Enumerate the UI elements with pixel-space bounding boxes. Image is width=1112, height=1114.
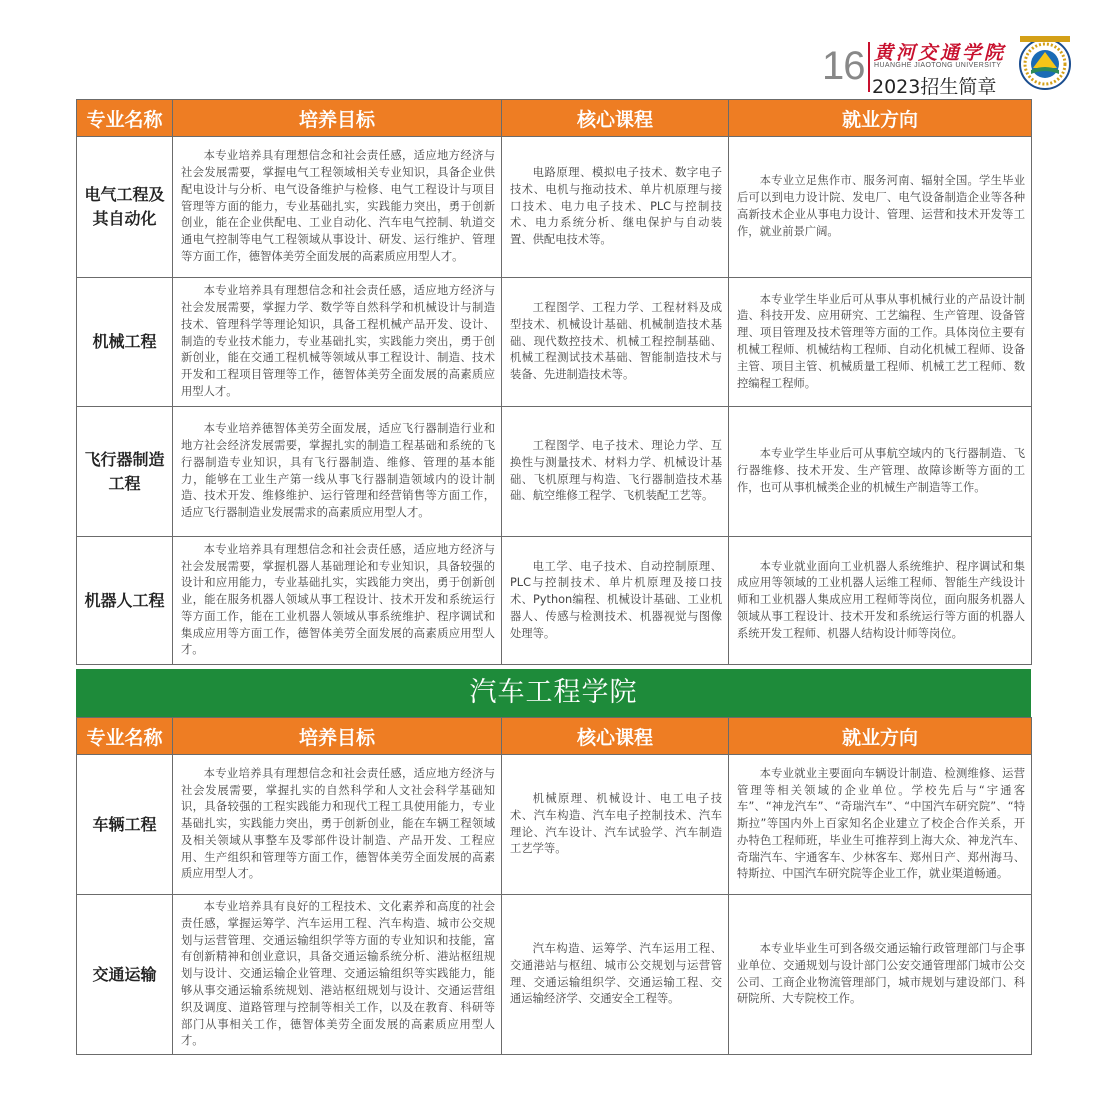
major-career: 本专业就业主要面向车辆设计制造、检测维修、运营管理等相关领域的企业单位。学校先后与“宇通客车”、“神龙汽车”、“奇瑞汽车”、“中国汽车研究院”、“特斯拉”等国内外上百家知名企业建立了校企合作关系，开办特色工程师班，毕业生可推荐到上海大众、神龙汽车、奇瑞汽车、宇通客车、少林客车、郑州日产、郑州海马、特斯拉、中国汽车研究院等企业工作，就业渠道畅通。 xyxy=(729,755,1032,895)
table-header-row xyxy=(77,100,1032,137)
header-major-name: 专业名称 xyxy=(77,100,173,137)
major-career: 本专业学生毕业后可从事航空域内的飞行器制造、飞行器维修、技术开发、生产管理、故障诊断等方面的工作，也可从事机械类企业的机械生产制造等工作。 xyxy=(729,407,1032,537)
major-courses: 汽车构造、运筹学、汽车运用工程、交通港站与枢纽、城市公交规划与运营管理、交通运输组织学、交通运输工程、交通运输经济学、交通安全工程等。 xyxy=(502,895,729,1055)
major-name: 交通运输 xyxy=(77,895,173,1055)
major-goal: 本专业培养德智体美劳全面发展，适应飞行器制造行业和地方社会经济发展需要，掌握扎实的制造工程基础和系统的飞行器制造专业知识，具有飞行器制造、维修、管理的基本能力，能够在工业生产第一线从事飞行器制造领域内的设计制造、技术开发、维修维护、运行管理和经营销售等方面工作，适应飞行器制造业发展需求的高素质应用型人才。 xyxy=(173,407,502,537)
major-goal: 本专业培养具有理想信念和社会责任感，适应地方经济与社会发展需要，掌握力学、数学等自然科学和机械设计与制造技术、管理科学等理论知识，具备工程机械产品开发、设计、制造的专业技术能力，专业基础扎实，实践能力突出，勇于创新创业，能在交通工程机械等领域从事工程设计、制造、技术开发和工程项目管理等工作，德智体美劳全面发展的高素质应用型人才。 xyxy=(173,278,502,407)
major-name: 机器人工程 xyxy=(77,537,173,665)
major-goal: 本专业培养具有理想信念和社会责任感，适应地方经济与社会发展需要，掌握电气工程领域相关专业知识，具备企业供配电设计与分析、电气设备维护与检修、电气工程设计与项目管理等方面的能力，专业基础扎实，实践能力突出，勇于创新创业，能在企业供配电、工业自动化、汽车电气控制、轨道交通电气控制等电气工程领域从事设计、研发、运行维护、管理等方面工作，德智体美劳全面发展的高素质应用型人才。 xyxy=(173,137,502,278)
major-courses: 机械原理、机械设计、电工电子技术、汽车构造、汽车电子控制技术、汽车理论、汽车设计、汽车试验学、汽车制造工艺学等。 xyxy=(502,755,729,895)
university-name-cn: 黄河交通学院 xyxy=(874,42,1007,64)
major-goal: 本专业培养具有良好的工程技术、文化素养和高度的社会责任感，掌握运筹学、汽车运用工程、汽车构造、城市公交规划与运营管理、交通运输组织学等方面的专业知识和技能，富有创新精神和创业意识，具备交通运输系统分析、港站枢纽规划与设计、交通运输企业管理、交通运输组织等实践能力，能够从事交通运输系统规划、港站枢纽规划与设计、交通运营组织及调度、道路管理与控制等相关工作，以及在教育、科研等部门从事相关工作，德智体美劳全面发展的高素质应用型人才。 xyxy=(173,895,502,1055)
header-major-name: 专业名称 xyxy=(77,718,173,755)
major-courses: 电工学、电子技术、自动控制原理、PLC与控制技术、单片机原理及接口技术、Python编程、机械设计基础、工业机器人、传感与检测技术、机器视觉与图像处理等。 xyxy=(502,537,729,665)
major-courses: 工程图学、电子技术、理论力学、互换性与测量技术、材料力学、机械设计基础、飞机原理与构造、飞行器制造技术基础、航空维修工程学、飞机装配工艺等。 xyxy=(502,407,729,537)
page-number: 16 xyxy=(822,44,865,88)
table-header-row xyxy=(77,718,1032,755)
major-courses: 电路原理、模拟电子技术、数字电子技术、电机与拖动技术、单片机原理与接口技术、电力电子技术、PLC与控制技术、电力系统分析、继电保护与自动装置、供配电技术等。 xyxy=(502,137,729,278)
table-row xyxy=(77,755,1032,895)
major-goal: 本专业培养具有理想信念和社会责任感，适应地方经济与社会发展需要，掌握扎实的自然科学和人文社会科学基础知识，具备较强的工程实践能力和现代工程工具使用能力，专业基础扎实，实践能力突出，勇于创新创业，能在车辆工程领域及相关领域从事整车及零部件设计制造、产品开发、工程应用、生产组织和管理等方面工作，德智体美劳全面发展的高素质应用型人才。 xyxy=(173,755,502,895)
major-career: 本专业立足焦作市、服务河南、辐射全国。学生毕业后可以到电力设计院、发电厂、电气设备制造企业等各种高新技术企业从事电力设计、管理、运营和技术开发等工作，就业前景广阔。 xyxy=(729,137,1032,278)
header-divider xyxy=(868,42,870,92)
college-title-banner: 汽车工程学院 xyxy=(76,669,1031,717)
major-name: 电气工程及 其自动化 xyxy=(77,137,173,278)
major-career: 本专业学生毕业后可从事从事机械行业的产品设计制造、科技开发、应用研究、工艺编程、生产管理、设备管理、项目管理及技术管理等方面的工作。具体岗位主要有机械工程师、机械结构工程师、自动化机械工程师、设备主管、项目主管、机械质量工程师、机械工艺工程师、数控编程工程师。 xyxy=(729,278,1032,407)
table-row xyxy=(77,895,1032,1055)
major-goal: 本专业培养具有理想信念和社会责任感，适应地方经济与社会发展需要，掌握机器人基础理论和专业知识，具备较强的设计和应用能力，专业基础扎实，实践能力突出，勇于创新创业，能在服务机器人领域从事工程设计、技术开发和系统运行等方面工作，能在工业机器人领域从事系统维护、程序调试和集成应用等方面工作，德智体美劳全面发展的高素质应用型人才。 xyxy=(173,537,502,665)
header-goal: 培养目标 xyxy=(173,718,502,755)
university-logo-icon xyxy=(1018,34,1072,92)
major-name: 机械工程 xyxy=(77,278,173,407)
header-courses: 核心课程 xyxy=(502,718,729,755)
major-name: 飞行器制造 工程 xyxy=(77,407,173,537)
table-row xyxy=(77,278,1032,407)
major-courses: 工程图学、工程力学、工程材料及成型技术、机械设计基础、机械制造技术基础、现代数控技术、机械工程控制基础、机械工程测试技术基础、智能制造技术与装备、先进制造技术等。 xyxy=(502,278,729,407)
table-row xyxy=(77,537,1032,665)
table-row xyxy=(77,137,1032,278)
university-name-en: HUANGHE JIAOTONG UNIVERSITY xyxy=(874,62,1002,69)
major-career: 本专业毕业生可到各级交通运输行政管理部门与企事业单位、交通规划与设计部门公安交通管理部门城市公交公司、工商企业物流管理部门，城市规划与建设部门、科研院所、大专院校工作。 xyxy=(729,895,1032,1055)
major-name: 车辆工程 xyxy=(77,755,173,895)
header-courses: 核心课程 xyxy=(502,100,729,137)
header-goal: 培养目标 xyxy=(173,100,502,137)
majors-table-2 xyxy=(76,717,1032,1055)
header-career: 就业方向 xyxy=(729,718,1032,755)
table-row xyxy=(77,407,1032,537)
brochure-title: 2023招生简章 xyxy=(872,76,997,98)
major-career: 本专业就业面向工业机器人系统维护、程序调试和集成应用等领域的工业机器人运维工程师、智能生产线设计师和工业机器人集成应用工程师等岗位，面向服务机器人领域从事工程设计、技术开发和系统运行等方面的机器人系统开发工程师、机器人结构设计师等岗位。 xyxy=(729,537,1032,665)
page-header xyxy=(810,34,1112,96)
majors-table-1 xyxy=(76,99,1032,665)
header-career: 就业方向 xyxy=(729,100,1032,137)
